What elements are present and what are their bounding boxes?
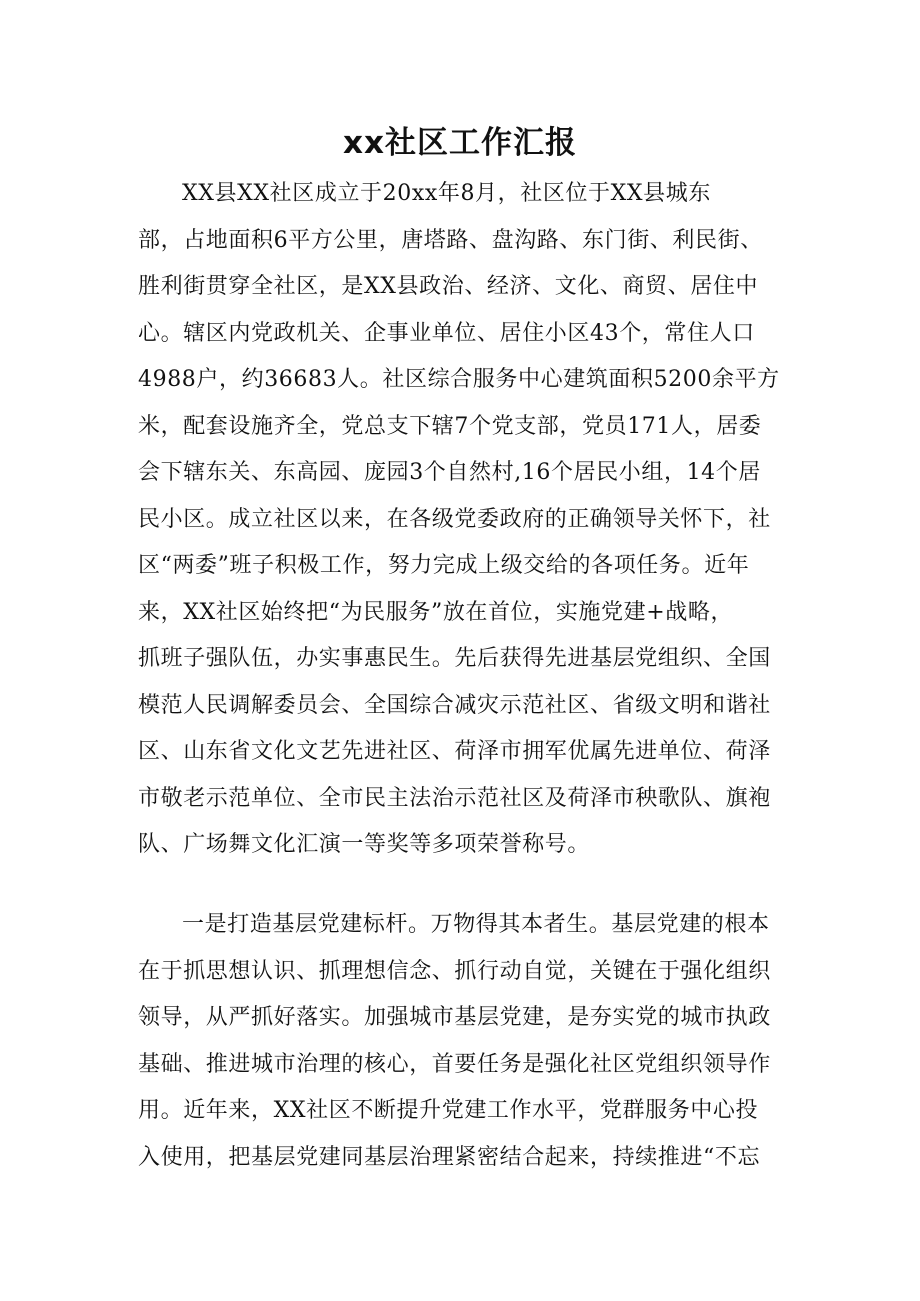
text-line: 模范人民调解委员会、全国综合减灾示范社区、省级文明和谐社 — [138, 692, 771, 718]
text-line: 入使用，把基层党建同基层治理紧密结合起来，持续推进“不忘 — [138, 1144, 761, 1170]
text-line: 区、山东省文化文艺先进社区、荷泽市拥军优属先进单位、荷泽 — [138, 739, 771, 764]
text-line: 部，占地面积6平方公里，唐塔路、盘沟路、东门街、利民街、 — [138, 227, 763, 253]
document-title: xx社区工作汇报 — [343, 125, 577, 161]
text-line: 在于抓思想认识、抓理想信念、抓行动自觉，关键在于强化组织 — [138, 958, 771, 984]
text-line: 抓班子强队伍，办实事惠民生。先后获得先进基层党组织、全国 — [138, 646, 771, 671]
text-line: 心。辖区内党政机关、企事业单位、居住小区43个，常住人口 — [138, 320, 755, 346]
text-line: 一是打造基层党建标杆。万物得其本者生。基层党建的根本 — [182, 912, 770, 937]
text-line: 米，配套设施齐全，党总支下辖7个党支部，党员171人，居委 — [138, 413, 762, 439]
text-line: 基础、推进城市治理的核心，首要任务是强化社区党组织领导作 — [138, 1051, 771, 1077]
text-line: 民小区。成立社区以来，在各级党委政府的正确领导关怀下，社 — [138, 506, 771, 532]
text-line: 队、广场舞文化汇演一等奖等多项荣誉称号。 — [138, 832, 591, 857]
text-line: 4988户，约36683人。社区综合服务中心建筑面积5200余平方 — [138, 367, 780, 392]
text-line: XX县XX社区成立于20xx年8月，社区位于XX县城东 — [182, 181, 711, 206]
text-line: 市敬老示范单位、全市民主法治示范社区及荷泽市秧歌队、旗袍 — [138, 785, 771, 811]
text-line: 胜利街贯穿全社区，是XX县政治、经济、文化、商贸、居住中 — [138, 274, 759, 299]
text-line: 用。近年来，XX社区不断提升党建工作水平，党群服务中心投 — [138, 1098, 759, 1123]
paragraph-party-building — [138, 902, 788, 1181]
text-line: 领导，从严抓好落实。加强城市基层党建，是夯实党的城市执政 — [138, 1005, 771, 1030]
paragraph-intro — [138, 171, 788, 869]
text-line: 会下辖东关、东高园、庞园3个自然村,16个居民小组，14个居 — [138, 460, 761, 485]
text-line: 来，XX社区始终把“为民服务”放在首位，实施党建+战略， — [138, 599, 734, 625]
text-line: 区“两委”班子积极工作，努力完成上级交给的各项任务。近年 — [138, 553, 750, 578]
